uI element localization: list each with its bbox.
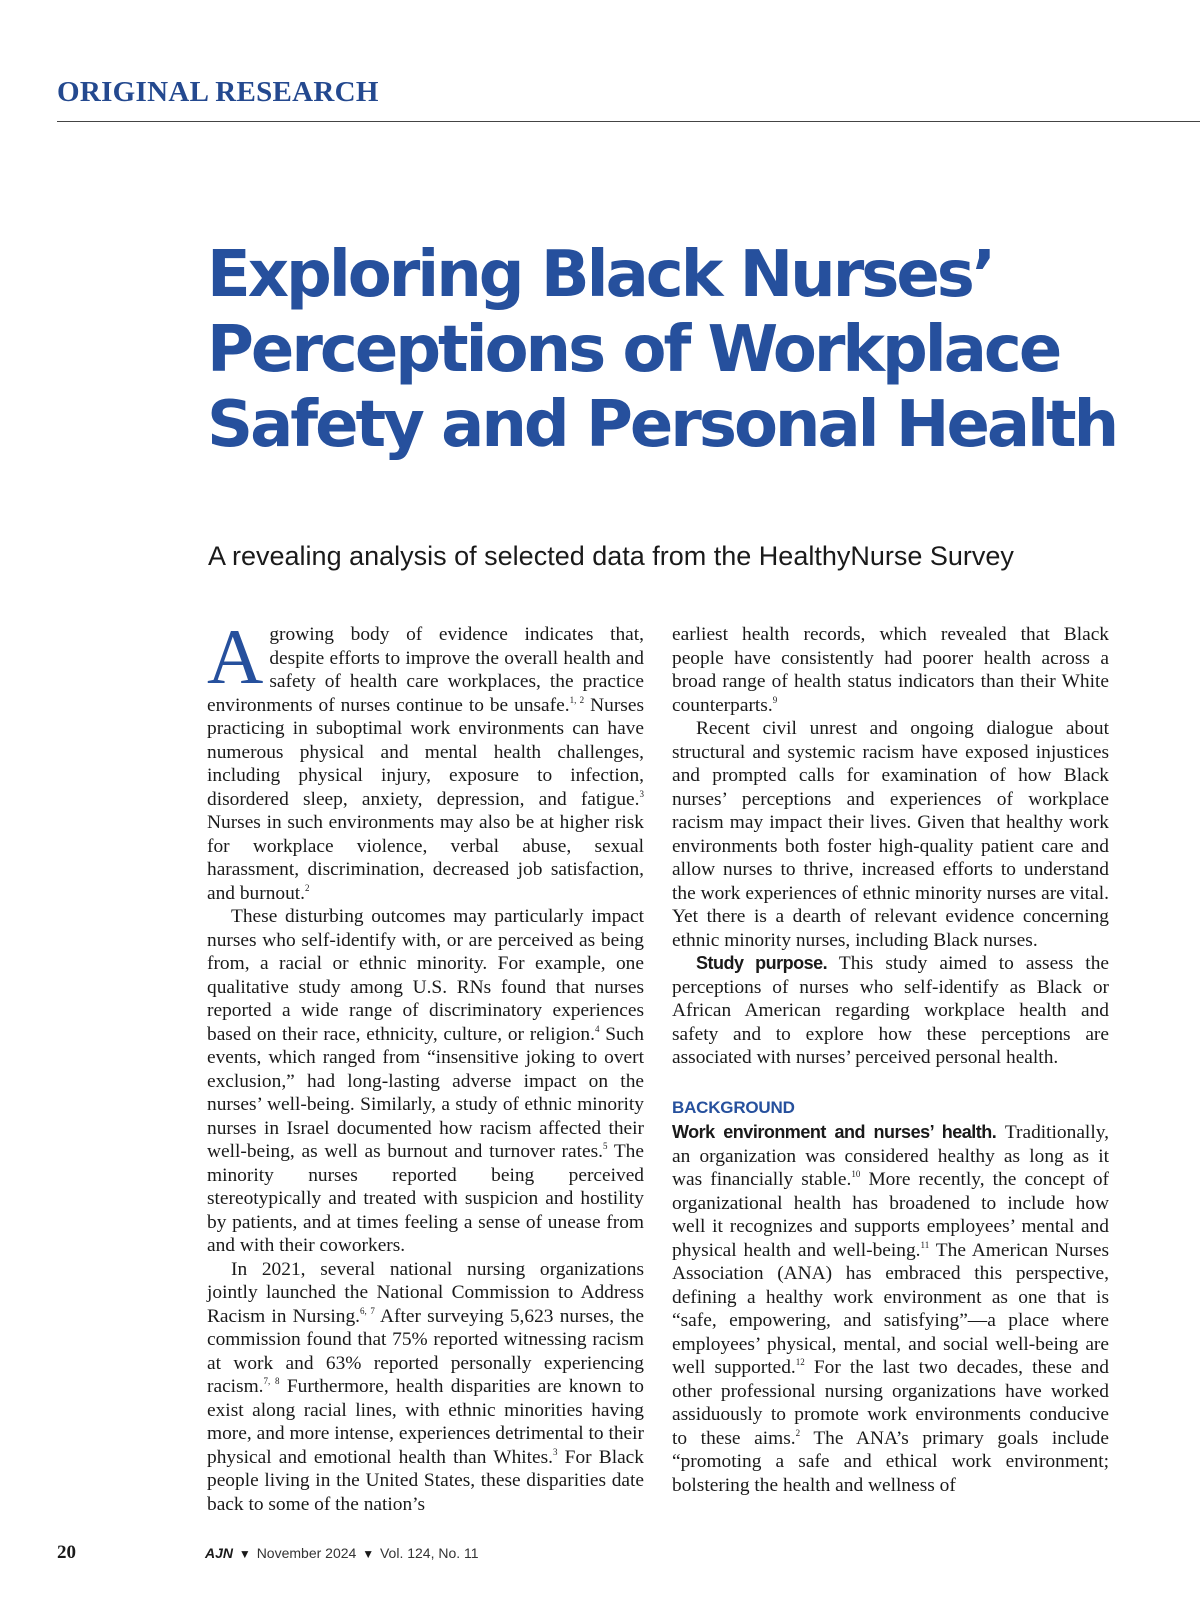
citation: 3 (553, 1446, 558, 1457)
citation: 3 (639, 788, 644, 799)
citation: 6, 7 (360, 1305, 375, 1316)
drop-cap: A (207, 613, 264, 700)
citation: 5 (602, 1141, 608, 1151)
body-paragraph: earliest health records, which revealed that Black people have consistently had poorer health across a broad range of health status indicators than their White counterparts.$^9$ (672, 624, 1109, 716)
journal-name: AJN (205, 1545, 234, 1561)
citation: 7, 8 (263, 1376, 280, 1386)
article-title: Exploring Black Nurses’ Perceptions of Workplace Safety and Personal Health (207, 238, 1117, 462)
triangle-separator-icon: ▼ (362, 1547, 375, 1561)
citation: 4 (594, 1023, 600, 1034)
citation: 11 (920, 1239, 930, 1250)
volume-issue: Vol. 124, No. 11 (379, 1545, 479, 1561)
citation: 10 (851, 1169, 861, 1179)
citation: 2 (795, 1427, 801, 1438)
body-paragraph: Recent civil unrest and ongoing dialogue about structural and systemic racism have exposed injustices and prompted calls for examination of how Black nurses’ perceptions and experiences of workplace racism may impact their lives. Given that healthy work environments both foster high-quality patient care and allow nurses to thrive, increased efforts to understand the work experiences of ethnic minority nurses are vital. Yet there is a dearth of relevant evidence concerning ethnic minority nurses, including Black nurses. (672, 718, 1109, 951)
run-in-heading: Study purpose. (696, 953, 828, 973)
citation: 1, 2 (569, 694, 585, 705)
body-paragraph: Work environment and nurses’ health. Traditionally, an organization was considered healthy as long as it was financially stable.$^{10}$ More recently, the concept of organizational health has broadened to include how well it recognizes and supports employees’ mental and physical health and well-being.$^{11}$ The American Nurses Association (ANA) has embraced this perspective, defining a healthy work environment as one that is “safe, empowering, and satisfying”—a place where employees’ physical, mental, and social well-being are well supported.$^{12}$ For the last two decades, these and other professional nursing organizations have worked assiduously to promote work environments conducive to these aims.$^2$ The ANA’s primary goals include “promoting a safe and ethical work environment; bolstering the health and wellness of (672, 1122, 1109, 1496)
right-column (672, 623, 1109, 1497)
triangle-separator-icon: ▼ (238, 1547, 251, 1561)
section-heading-background: BACKGROUND (672, 1097, 795, 1117)
citation: 2 (305, 882, 310, 893)
body-paragraph: Study purpose. This study aimed to assess the perceptions of nurses who self-identify as Black or African American regarding workplace health and safety and to explore how these perceptions are associated with nurses’ perceived personal health. (672, 953, 1109, 1068)
article-subtitle: A revealing analysis of selected data from the HealthyNurse Survey (208, 541, 1014, 571)
left-column (207, 613, 645, 1516)
citation: 12 (795, 1357, 805, 1367)
issue-date: November 2024 (256, 1545, 357, 1561)
header-rule (57, 121, 1200, 122)
run-in-heading: Work environment and nurses’ health. (672, 1122, 997, 1142)
body-paragraph: Agrowing body of evidence indicates that, despite efforts to improve the overall health and safety of health care workplaces, the practice environments of nurses continue to be unsafe.$^{1, 2}$ Nurses practicing in suboptimal work environments can have numerous physical and mental health challenges, including physical injury, exposure to infection, disordered sleep, anxiety, depression, and fatigue.$^3$ Nurses in such environments may also be at higher risk for workplace violence, verbal abuse, sexual harassment, discrimination, decreased job satisfaction, and burnout.$^2$ (207, 613, 644, 904)
citation: 9 (772, 694, 778, 705)
body-paragraph: These disturbing outcomes may particularly impact nurses who self-identify with, or are perceived as being from, a racial or ethnic minority. For example, one qualitative study among U.S. RNs found that nurses reported a wide range of discriminatory experiences based on their race, ethnicity, culture, or religion.$^4$ Such events, which ranged from “insensitive joking to overt exclusion,” had long-lasting adverse impact on the nurses’ well-being. Similarly, a study of ethnic minority nurses in Israel documented how racism affected their well-being, as well as burnout and turnover rates.$^5$ The minority nurses reported being perceived stereotypically and treated with suspicion and hostility by patients, and at times feeling a sense of unease from and with their coworkers. (207, 906, 644, 1256)
page-number: 20 (57, 1542, 76, 1563)
body-paragraph: In 2021, several national nursing organizations jointly launched the National Commission to Address Racism in Nursing.$^{6, 7}$ After surveying 5,623 nurses, the commission found that 75% reported witnessing racism at work and 63% reported personally experiencing racism.$^{7, 8}$ Furthermore, health disparities are known to exist along racial lines, with ethnic minorities having more, and more intense, experiences detrimental to their physical and emotional health than Whites.$^3$ For Black people living in the United States, these disparities date back to some of the nation’s (207, 1258, 645, 1515)
section-label: ORIGINAL RESEARCH (57, 76, 379, 108)
journal-footer (205, 1545, 479, 1561)
